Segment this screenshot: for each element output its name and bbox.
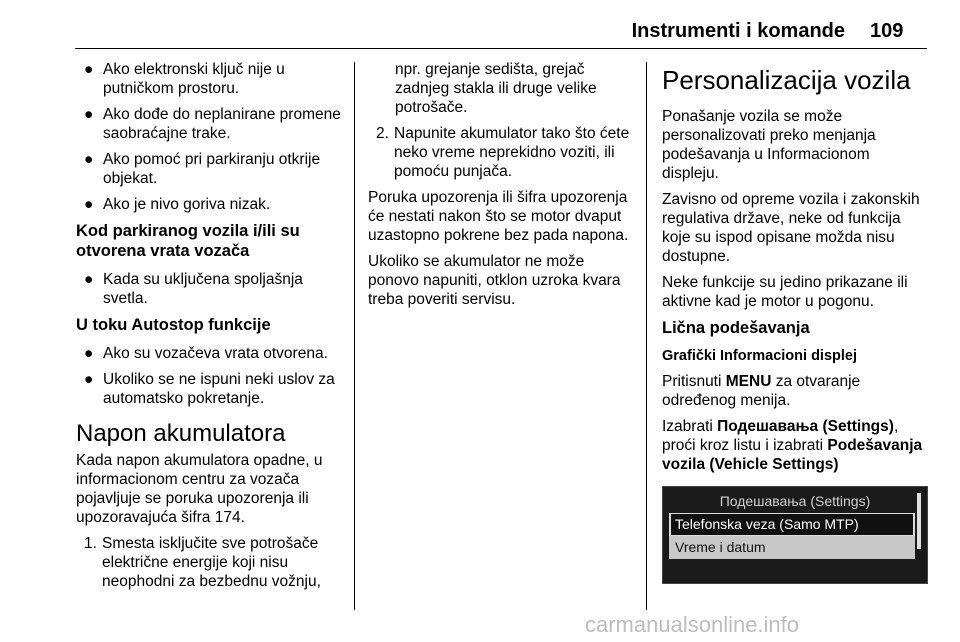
list-item: ● Ako su vozačeva vrata otvorena.: [84, 345, 328, 362]
section-heading: U toku Autostop funkcije: [76, 316, 271, 334]
chapter-heading: Personalizacija vozila: [662, 65, 911, 95]
bullet-icon: ●: [84, 196, 94, 213]
list-item: 2. Napunite akumulator tako što ćete neko vreme neprekidno voziti, ili pomoću punjača.: [376, 125, 630, 180]
list-item: ● Ako dođe do neplanirane promene saobraćajne trake.: [84, 106, 341, 142]
display-scrollbar: [917, 493, 921, 549]
paragraph: Ukoliko se akumulator ne može ponovo napuniti, otklon uzroka kvara treba poveriti servisu.: [368, 253, 621, 308]
list-item: ● Ako pomoć pri parkiranju otkrije objekat.: [84, 151, 321, 187]
column-left: [76, 60, 344, 598]
header-rule: [75, 48, 927, 49]
bullet-icon: ●: [84, 106, 94, 123]
column-divider: [646, 62, 647, 610]
subheading: Grafički Informacioni displej: [662, 348, 857, 364]
list-item: ● Ako elektronski ključ nije u putničkom prostoru.: [84, 61, 285, 97]
display-list-item: Vreme i datum: [675, 539, 766, 555]
bullet-icon: ●: [84, 371, 94, 388]
column-divider: [354, 62, 355, 610]
paragraph: Izabrati Подешавања (Settings), proći kroz listu i izabrati Podešavanja vozila (Vehicle Settings): [662, 418, 923, 473]
paragraph: Neke funkcije su jedino prikazane ili aktivne kad je motor u pogonu.: [662, 274, 908, 310]
list-item: 1. Smesta isključite sve potrošače električne energije koji nisu neophodni za bezbednu vožnju,: [84, 535, 321, 590]
column-middle: [368, 60, 638, 316]
display-selected-item: Telefonska veza (Samo MTP): [671, 514, 913, 535]
list-item: ● Kada su uključena spoljašnja svetla.: [84, 271, 303, 307]
chapter-heading: Napon akumulatora: [76, 420, 286, 447]
paragraph: Ponašanje vozila se može personalizovati preko menjanja podešavanja u Informacionom displeju.: [662, 108, 876, 182]
bullet-icon: ●: [84, 345, 94, 362]
bullet-icon: ●: [84, 271, 94, 288]
bullet-icon: ●: [84, 151, 94, 168]
list-item-continuation: npr. grejanje sedišta, grejač zadnjeg stakla ili druge velike potrošače.: [395, 61, 597, 116]
paragraph: Pritisnuti MENU za otvaranje određenog menija.: [662, 373, 861, 409]
paragraph: Zavisno od opreme vozila i zakonskih regulativa države, neke od funkcija koje su ispod opisane možda nisu dostupne.: [662, 191, 920, 265]
column-right: [662, 60, 930, 481]
section-heading: Lična podešavanja: [662, 319, 810, 337]
section-heading: Kod parkiranog vozila i/ili su otvorena vrata vozača: [76, 222, 300, 260]
paragraph: Poruka upozorenja ili šifra upozorenja će nestati nakon što se motor dvaput uzastopno pokrene bez pada napona.: [368, 189, 629, 244]
list-item: ● Ukoliko se ne ispuni neki uslov za automatsko pokretanje.: [84, 371, 335, 407]
running-header-title: Instrumenti i komande: [631, 20, 845, 42]
list-item: ● Ako je nivo goriva nizak.: [84, 196, 271, 213]
watermark: carmanualsonline.info: [585, 612, 800, 637]
paragraph: Kada napon akumulatora opadne, u informacionom centru za vozača pojavljuje se poruka upozorenja ili upozoravajuća šifra 174.: [76, 452, 323, 526]
display-title: Подешавања (Settings): [719, 493, 871, 509]
bullet-icon: ●: [84, 61, 94, 78]
display-screenshot: [662, 486, 928, 584]
page-number: 109: [870, 20, 904, 42]
